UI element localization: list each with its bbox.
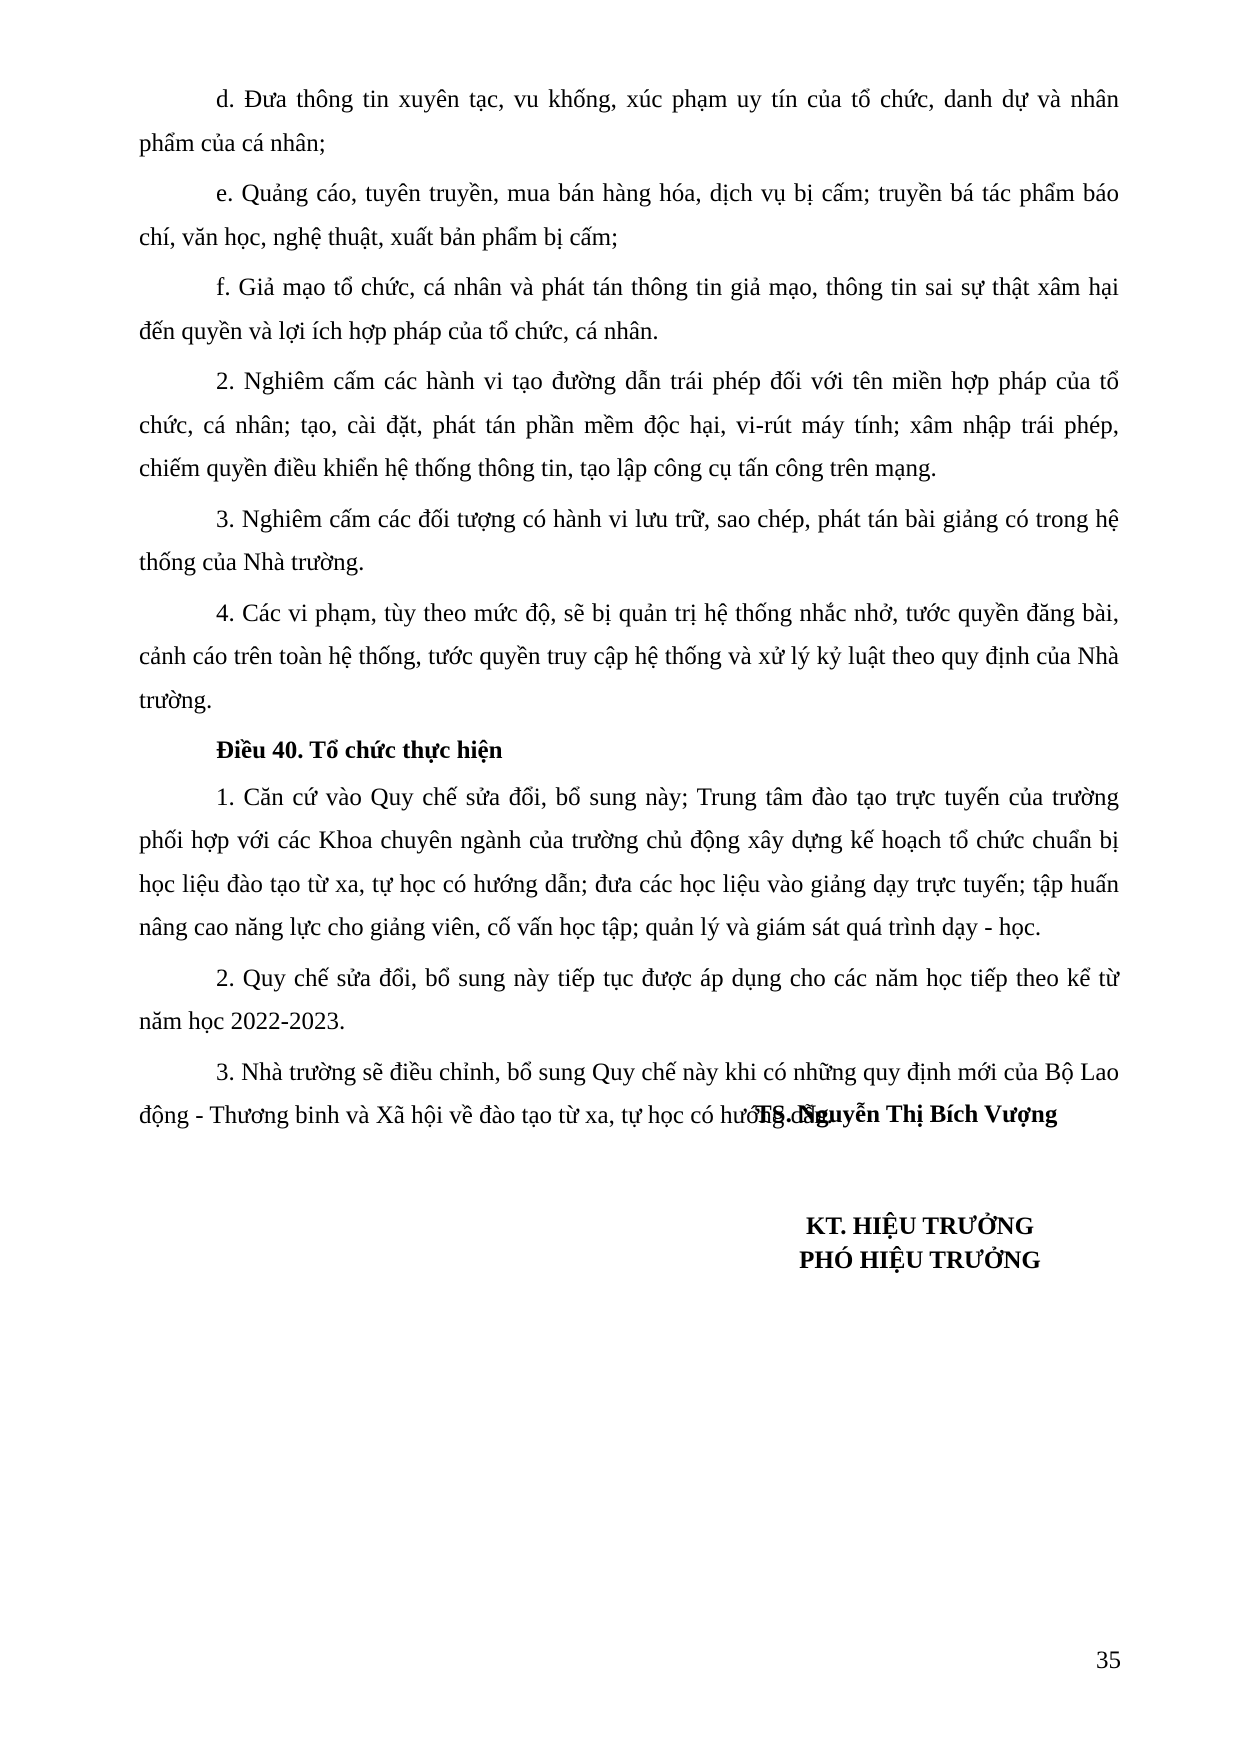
paragraph-f: f. Giả mạo tổ chức, cá nhân và phát tán thông tin giả mạo, thông tin sai sự thật xâm hại đến quyền và lợi ích hợp pháp của tổ chức, cá nhân. xyxy=(139,274,1119,345)
article-heading: Điều 40. Tổ chức thực hiện xyxy=(216,737,503,764)
document-body xyxy=(139,78,1119,1145)
page-number: 35 xyxy=(1096,1647,1121,1674)
article-paragraph-1: 1. Căn cứ vào Quy chế sửa đổi, bổ sung này; Trung tâm đào tạo trực tuyến của trường phối hợp với các Khoa chuyên ngành của trường chủ động xây dựng kế hoạch tổ chức chuẩn bị học liệu đào tạo từ xa, tự học có hướng dẫn; đưa các học liệu vào giảng dạy trực tuyến; tập huấn nâng cao năng lực cho giảng viên, cố vấn học tập; quản lý và giám sát quá trình dạy - học. xyxy=(139,783,1119,941)
article-paragraph-3: 3. Nhà trường sẽ điều chỉnh, bổ sung Quy chế này khi có những quy định mới của Bộ Lao động - Thương binh và Xã hội về đào tạo từ xa, tự học có hướng dẫn. xyxy=(139,1058,1119,1129)
article-paragraph-2: 2. Quy chế sửa đổi, bổ sung này tiếp tục được áp dụng cho các năm học tiếp theo kể từ năm học 2022-2023. xyxy=(139,964,1119,1035)
paragraph-4: 4. Các vi phạm, tùy theo mức độ, sẽ bị quản trị hệ thống nhắc nhở, tước quyền đăng bài, cảnh cáo trên toàn hệ thống, tước quyền truy cập hệ thống và xử lý kỷ luật theo quy định của Nhà trường. xyxy=(139,599,1119,714)
paragraph-d: d. Đưa thông tin xuyên tạc, vu khống, xúc phạm uy tín của tổ chức, danh dự và nhân phẩm của cá nhân; xyxy=(139,86,1119,157)
signature-title: KT. HIỆU TRƯỞNG xyxy=(805,1213,1035,1240)
paragraph-e: e. Quảng cáo, tuyên truyền, mua bán hàng hóa, dịch vụ bị cấm; truyền bá tác phẩm báo chí, văn học, nghệ thuật, xuất bản phẩm bị cấm; xyxy=(139,180,1119,251)
signature-subtitle: PHÓ HIỆU TRƯỞNG xyxy=(799,1247,1041,1274)
paragraph-2: 2. Nghiêm cấm các hành vi tạo đường dẫn trái phép đối với tên miền hợp pháp của tổ chức, cá nhân; tạo, cài đặt, phát tán phần mềm độc hại, vi-rút máy tính; xâm nhập trái phép, chiếm quyền điều khiển hệ thống thông tin, tạo lập công cụ tấn công trên mạng. xyxy=(139,368,1119,482)
signer-name: TS. Nguyễn Thị Bích Vượng xyxy=(755,1101,1058,1128)
paragraph-3: 3. Nghiêm cấm các đối tượng có hành vi lưu trữ, sao chép, phát tán bài giảng có trong hệ thống của Nhà trường. xyxy=(139,505,1119,576)
signature-block xyxy=(760,1210,1080,1278)
